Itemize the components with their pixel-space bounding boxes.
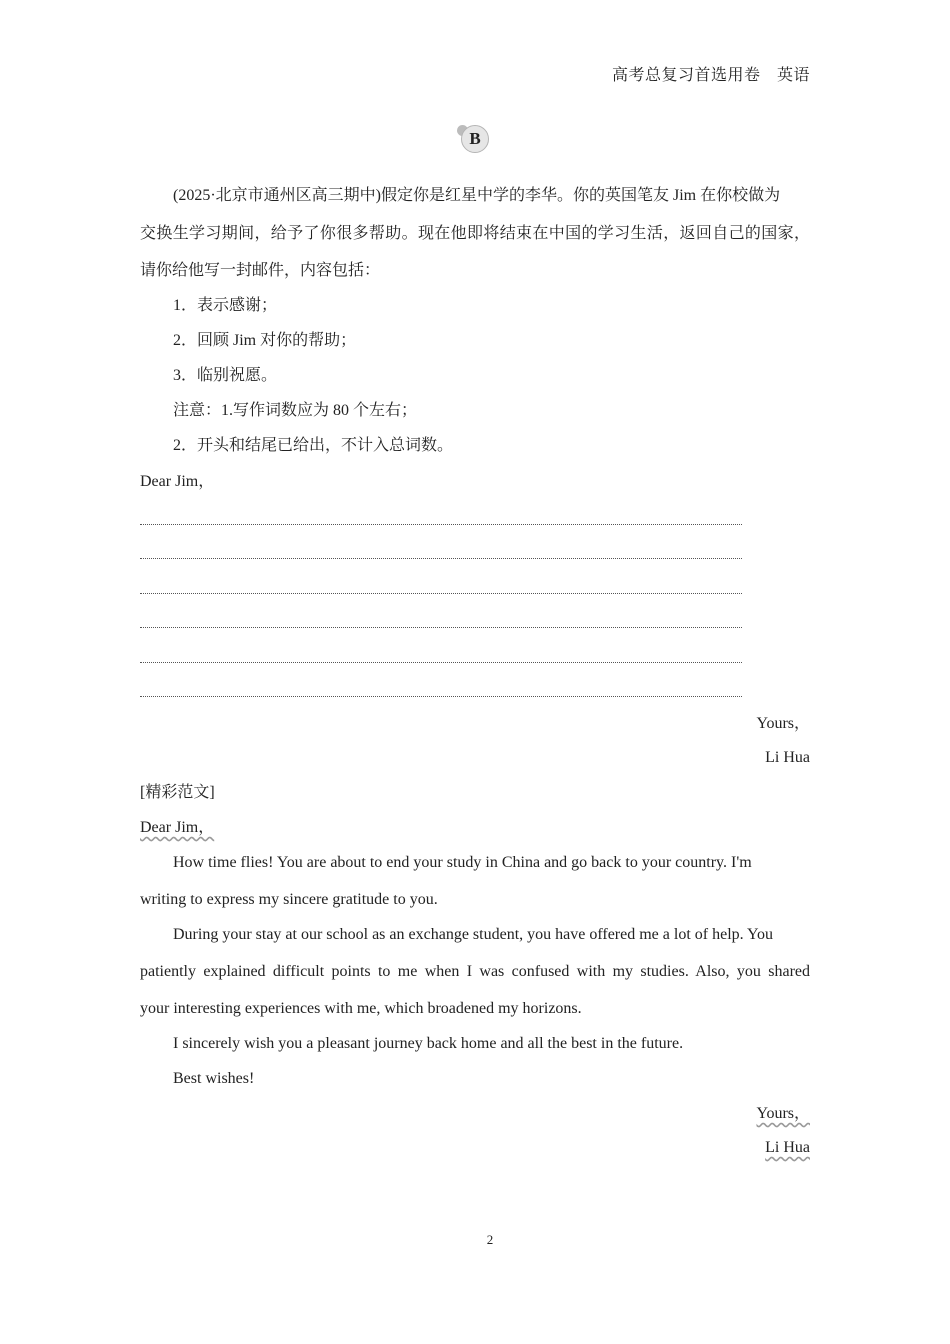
sample-wishes: Best wishes! bbox=[173, 1070, 255, 1087]
writing-line[interactable] bbox=[140, 627, 742, 628]
sample-greeting bbox=[140, 820, 214, 836]
requirement-item: 1．表示感谢； bbox=[173, 297, 278, 314]
sample-text-line: How time flies! You are about to end your study in China and go back to your country. I'm bbox=[173, 854, 752, 871]
letter-greeting: Dear Jim， bbox=[140, 473, 215, 490]
requirement-item: 2．回顾 Jim 对你的帮助； bbox=[173, 332, 357, 349]
letter-signature: Li Hua bbox=[765, 749, 810, 766]
sample-signature bbox=[765, 1140, 810, 1156]
page-header: 高考总复习首选用卷 英语 bbox=[611, 67, 810, 84]
letter-closing: Yours， bbox=[756, 715, 810, 732]
sample-greeting-text: Dear Jim， bbox=[140, 819, 215, 836]
prompt-line: (2025·北京市通州区高三期中)假定你是红星中学的李华。你的英国笔友 Jim 在你校做为 bbox=[173, 187, 781, 204]
prompt-line: 交换生学习期间，给予了你很多帮助。现在他即将结束在中国的学习生活，返回自己的国家， bbox=[140, 225, 810, 242]
sample-text-line: During your stay at our school as an exchange student, you have offered me a lot of help. You bbox=[173, 926, 774, 943]
writing-line[interactable] bbox=[140, 524, 742, 525]
section-badge: B bbox=[461, 125, 489, 153]
writing-line[interactable] bbox=[140, 662, 742, 663]
prompt-line: 请你给他写一封邮件，内容包括： bbox=[140, 262, 381, 279]
sample-closing bbox=[756, 1106, 810, 1122]
sample-heading: [精彩范文] bbox=[140, 784, 215, 801]
writing-line[interactable] bbox=[140, 558, 742, 559]
sample-text-line: I sincerely wish you a pleasant journey back home and all the best in the future. bbox=[173, 1035, 684, 1052]
sample-text-line: writing to express my sincere gratitude to you. bbox=[140, 891, 438, 908]
note-line: 2．开头和结尾已给出，不计入总词数。 bbox=[173, 437, 454, 454]
writing-line[interactable] bbox=[140, 696, 742, 697]
note-line: 注意：1.写作词数应为 80 个左右； bbox=[173, 402, 418, 419]
sample-signature-text: Li Hua bbox=[765, 1139, 810, 1156]
sample-text-line: patiently explained difficult points to me when I was confused with my studies. Also, you shared bbox=[140, 963, 810, 980]
requirement-item: 3．临别祝愿。 bbox=[173, 367, 278, 384]
writing-line[interactable] bbox=[140, 593, 742, 594]
sample-text-line: your interesting experiences with me, which broadened my horizons. bbox=[140, 1000, 582, 1017]
page-number: 2 bbox=[486, 1232, 494, 1247]
sample-closing-text: Yours， bbox=[756, 1105, 810, 1122]
